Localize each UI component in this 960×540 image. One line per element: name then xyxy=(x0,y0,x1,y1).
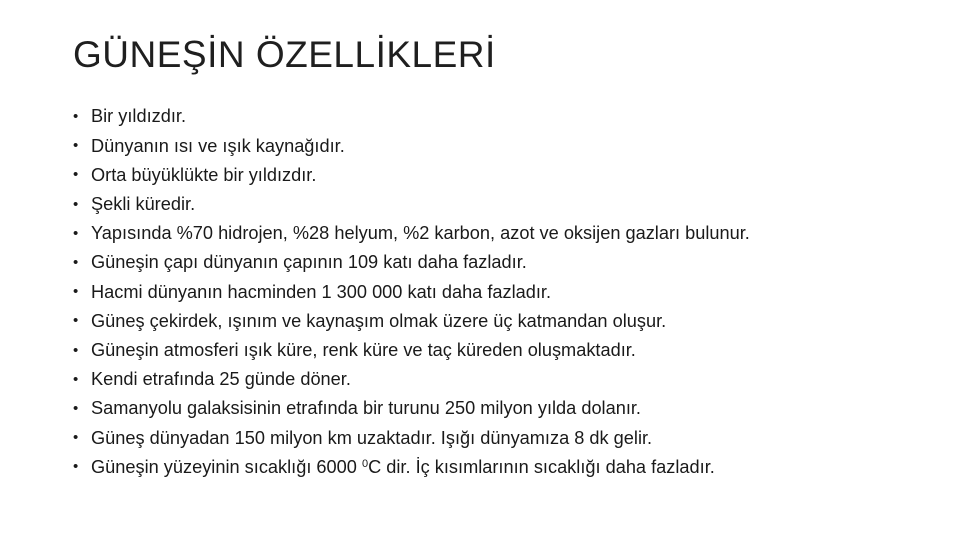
bullet-icon: • xyxy=(73,341,79,359)
list-item xyxy=(73,277,943,306)
bullet-icon: • xyxy=(73,370,79,388)
bullet-icon: • xyxy=(73,399,79,417)
bullet-icon: • xyxy=(73,166,79,184)
list-item-text: Güneşin atmosferi ışık küre, renk küre ve taç küreden oluşmaktadır. xyxy=(91,339,636,360)
list-item-text: Yapısında %70 hidrojen, %28 helyum, %2 karbon, azot ve oksijen gazları bulunur. xyxy=(91,223,750,244)
bullet-icon: • xyxy=(73,458,79,476)
list-item xyxy=(73,452,943,481)
list-item-text: Orta büyüklükte bir yıldızdır. xyxy=(91,164,317,185)
bullet-icon: • xyxy=(73,312,79,330)
list-item xyxy=(73,248,943,277)
list-item-text: Kendi etrafında 25 günde döner. xyxy=(91,369,351,390)
list-item xyxy=(73,394,943,423)
temperature-text-after: C dir. İç kısımlarının sıcaklığı daha fazladır. xyxy=(368,456,715,477)
list-item-text: Hacmi dünyanın hacminden 1 300 000 katı daha fazladır. xyxy=(91,281,552,302)
list-item-text: Dünyanın ısı ve ışık kaynağıdır. xyxy=(91,135,345,156)
list-item-text: Şekli küredir. xyxy=(91,194,196,215)
bullet-icon: • xyxy=(73,429,79,447)
list-item-text: Güneşin çapı dünyanın çapının 109 katı daha fazladır. xyxy=(91,252,527,273)
list-item xyxy=(73,190,943,219)
bullet-icon: • xyxy=(73,283,79,301)
degree-superscript: 0 xyxy=(361,457,369,470)
list-item xyxy=(73,131,943,160)
list-item xyxy=(73,306,943,335)
bullet-icon: • xyxy=(73,254,79,272)
temperature-text-before: Güneşin yüzeyinin sıcaklığı 6000 xyxy=(91,456,362,477)
list-item xyxy=(73,365,943,394)
list-item xyxy=(73,219,943,248)
list-item xyxy=(73,336,943,365)
bullet-icon: • xyxy=(73,108,79,126)
list-item xyxy=(73,423,943,452)
list-item xyxy=(73,160,943,189)
list-item xyxy=(73,102,943,131)
bullet-icon: • xyxy=(73,224,79,242)
list-item-text xyxy=(91,458,715,476)
bullet-icon: • xyxy=(73,137,79,155)
list-item-text: Güneş çekirdek, ışınım ve kaynaşım olmak üzere üç katmandan oluşur. xyxy=(91,310,667,331)
list-item-text: Samanyolu galaksisinin etrafında bir turunu 250 milyon yılda dolanır. xyxy=(91,398,641,419)
bullet-list xyxy=(73,102,943,481)
list-item-text: Güneş dünyadan 150 milyon km uzaktadır. Işığı dünyamıza 8 dk gelir. xyxy=(91,427,653,448)
slide-title: GÜNEŞİN ÖZELLİKLERİ xyxy=(73,34,496,75)
bullet-icon: • xyxy=(73,195,79,213)
list-item-text: Bir yıldızdır. xyxy=(91,106,187,127)
